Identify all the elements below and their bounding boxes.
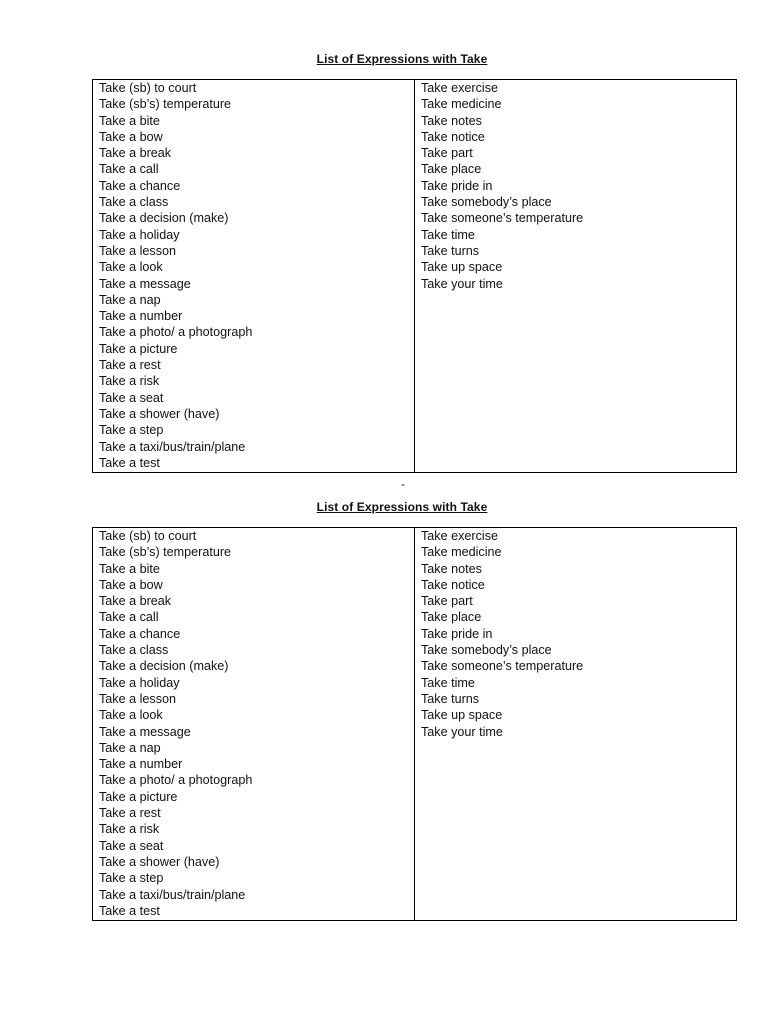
left-expression-list xyxy=(99,80,409,471)
left-column-cell xyxy=(93,80,415,473)
right-column-cell xyxy=(415,80,737,473)
list-item: Take a break xyxy=(99,146,172,161)
list-item: Take medicine xyxy=(421,97,502,112)
list-item: Take somebody’s place xyxy=(421,195,552,210)
list-item: Take a message xyxy=(99,276,191,291)
list-item: Take your time xyxy=(421,724,503,739)
table-row xyxy=(93,528,737,921)
list-item: Take a number xyxy=(99,309,183,324)
separator-dash: - xyxy=(401,477,405,491)
list-item: Take time xyxy=(421,227,475,242)
list-item: Take a nap xyxy=(99,740,161,755)
list-item: Take a picture xyxy=(99,341,178,356)
table-row xyxy=(93,80,737,473)
list-item: Take a nap xyxy=(99,292,161,307)
list-item: Take a break xyxy=(99,594,172,609)
list-item: Take a test xyxy=(99,903,160,918)
list-item: Take your time xyxy=(421,276,503,291)
list-item: Take a bow xyxy=(99,577,163,592)
list-item: Take a message xyxy=(99,724,191,739)
list-item: Take exercise xyxy=(421,81,498,95)
list-item: Take a decision (make) xyxy=(99,211,229,226)
list-item: Take (sb) to court xyxy=(99,81,197,95)
list-item: Take a photo/ a photograph xyxy=(99,325,253,340)
list-item: Take notes xyxy=(421,561,482,576)
list-item: Take notes xyxy=(421,113,482,128)
list-item: Take a chance xyxy=(99,626,181,641)
list-item: Take time xyxy=(421,675,475,690)
list-item: Take (sb’s) temperature xyxy=(99,97,232,112)
list-item: Take notice xyxy=(421,129,485,144)
list-item: Take a number xyxy=(99,757,183,772)
list-item: Take a call xyxy=(99,162,159,177)
list-item: Take a decision (make) xyxy=(99,659,229,674)
list-item: Take someone’s temperature xyxy=(421,211,584,226)
list-item: Take a test xyxy=(99,455,160,470)
list-item: Take a holiday xyxy=(99,675,180,690)
page-title-2: List of Expressions with Take xyxy=(316,500,488,514)
list-item: Take part xyxy=(421,594,473,609)
expressions-table-2 xyxy=(92,527,737,921)
list-item: Take a call xyxy=(99,610,159,625)
list-item: Take a look xyxy=(99,260,163,275)
list-item: Take part xyxy=(421,146,473,161)
right-expression-list xyxy=(421,80,731,292)
list-item: Take a bow xyxy=(99,129,163,144)
list-item: Take a rest xyxy=(99,358,161,373)
list-item: Take a shower (have) xyxy=(99,854,220,869)
list-item: Take a taxi/bus/train/plane xyxy=(99,439,246,454)
list-item: Take a rest xyxy=(99,806,161,821)
list-item: Take a taxi/bus/train/plane xyxy=(99,887,246,902)
right-expression-list xyxy=(421,528,731,740)
list-item: Take place xyxy=(421,162,482,177)
list-item: Take medicine xyxy=(421,545,502,560)
list-item: Take a look xyxy=(99,708,163,723)
list-item: Take exercise xyxy=(421,529,498,543)
list-item: Take a risk xyxy=(99,374,160,389)
expressions-table-1 xyxy=(92,79,737,473)
list-item: Take (sb) to court xyxy=(99,529,197,543)
list-item: Take place xyxy=(421,610,482,625)
list-item: Take a seat xyxy=(99,390,164,405)
list-item: Take a lesson xyxy=(99,691,177,706)
list-item: Take notice xyxy=(421,577,485,592)
left-expression-list xyxy=(99,528,409,919)
list-item: Take somebody’s place xyxy=(421,643,552,658)
left-column-cell xyxy=(93,528,415,921)
list-item: Take a holiday xyxy=(99,227,180,242)
list-item: Take someone’s temperature xyxy=(421,659,584,674)
list-item: Take a chance xyxy=(99,178,181,193)
list-item: Take turns xyxy=(421,691,480,706)
list-item: Take a bite xyxy=(99,113,160,128)
list-item: Take a seat xyxy=(99,838,164,853)
list-item: Take a lesson xyxy=(99,243,177,258)
list-item: Take up space xyxy=(421,708,503,723)
list-item: Take (sb’s) temperature xyxy=(99,545,232,560)
right-column-cell xyxy=(415,528,737,921)
list-item: Take a step xyxy=(99,871,164,886)
list-item: Take a class xyxy=(99,195,169,210)
list-item: Take a photo/ a photograph xyxy=(99,773,253,788)
list-item: Take a picture xyxy=(99,789,178,804)
list-item: Take a step xyxy=(99,423,164,438)
list-item: Take a class xyxy=(99,643,169,658)
list-item: Take pride in xyxy=(421,626,493,641)
list-item: Take a shower (have) xyxy=(99,406,220,421)
page-title-1: List of Expressions with Take xyxy=(316,52,488,66)
list-item: Take up space xyxy=(421,260,503,275)
list-item: Take pride in xyxy=(421,178,493,193)
list-item: Take a risk xyxy=(99,822,160,837)
list-item: Take turns xyxy=(421,243,480,258)
list-item: Take a bite xyxy=(99,561,160,576)
